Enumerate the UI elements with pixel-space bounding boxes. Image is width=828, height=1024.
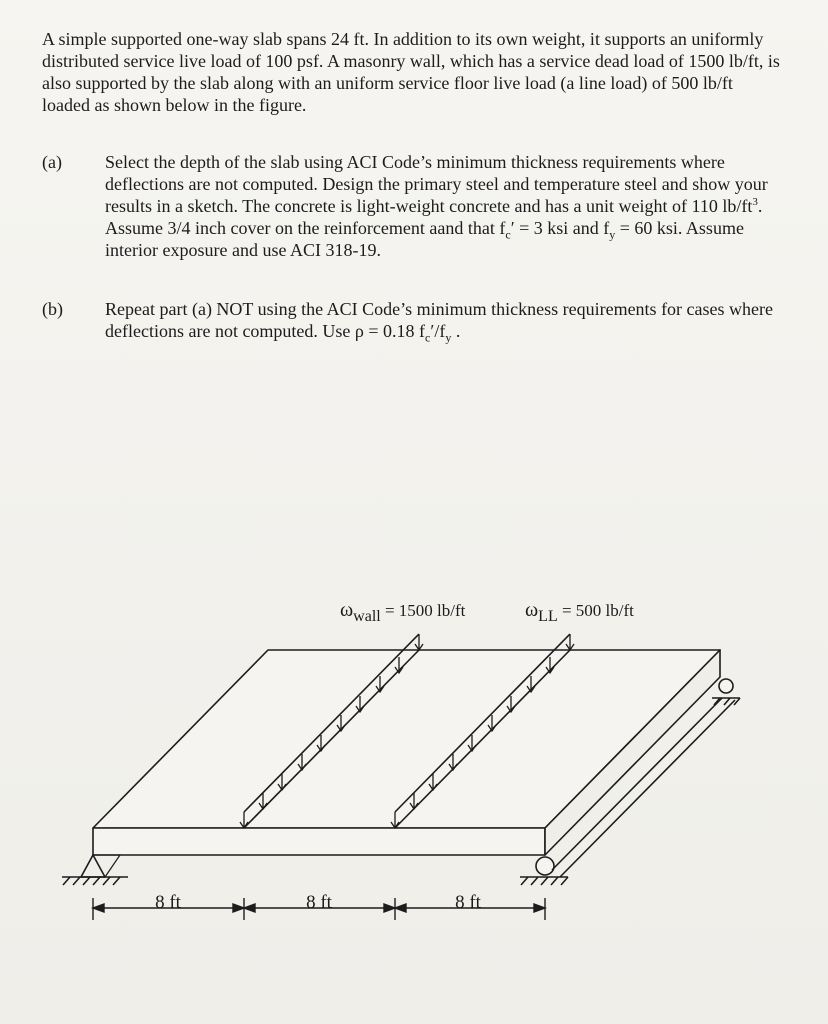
part-a-fc-subscript: c xyxy=(505,227,511,242)
dimension-label-2: 8 ft xyxy=(306,892,332,913)
part-a-text-3: ′ = 3 ksi and f xyxy=(510,218,610,238)
slab-diagram xyxy=(0,580,828,980)
part-a-cube-superscript: 3 xyxy=(752,196,758,208)
part-b-text-3: . xyxy=(451,321,461,341)
slab-figure xyxy=(0,580,828,980)
live-load-subscript: LL xyxy=(538,608,558,625)
wall-load-value: = 1500 lb/ft xyxy=(380,601,466,620)
wall-load-symbol: ω xyxy=(340,599,354,621)
dimension-label-3: 8 ft xyxy=(455,892,481,913)
wall-load-label xyxy=(340,599,466,625)
live-load-value: = 500 lb/ft xyxy=(557,601,634,620)
live-load-label xyxy=(525,599,634,625)
part-b-text xyxy=(105,298,777,345)
part-a-fy-subscript: y xyxy=(609,227,616,242)
wall-load-subscript: wall xyxy=(353,608,381,625)
part-a-text-4: = 60 ksi. Assume interior exposure and use ACI 318-19. xyxy=(105,218,744,260)
part-b-text-2: ′/f xyxy=(430,321,446,341)
part-b-label: (b) xyxy=(42,299,63,319)
part-b-text-1: Repeat part (a) NOT using the ACI Code’s minimum thickness requirements for cases where deflections are not computed. Use ρ = 0.18 f xyxy=(105,299,774,341)
slab-front-face xyxy=(93,828,545,855)
dimension-label-1: 8 ft xyxy=(155,892,181,913)
live-load-symbol: ω xyxy=(525,599,539,621)
part-b-fy-subscript: y xyxy=(445,330,452,345)
part-a-text-1: Select the depth of the slab using ACI Code’s minimum thickness requirements where deflections are not computed. Design the primary steel and temperature steel and show your results in a sketch. The concrete is light-weight concrete and has a unit weight of 110 lb/ft xyxy=(105,152,768,216)
problem-statement: A simple supported one-way slab spans 24 ft. In addition to its own weight, it supports an uniformly distributed service live load of 100 psf. A masonry wall, which has a service dead load of 1500 lb/ft, is also supported by the slab along with an uniform service floor live load (a line load) of 500 lb/ft loaded as shown below in the figure. xyxy=(42,29,780,115)
part-a-label: (a) xyxy=(42,152,62,172)
part-a-text-2: . Assume 3/4 inch cover on the reinforcement aand that f xyxy=(105,196,763,238)
part-b-fc-subscript: c xyxy=(425,330,431,345)
part-a-text xyxy=(105,151,777,261)
left-pin-support xyxy=(62,855,128,885)
